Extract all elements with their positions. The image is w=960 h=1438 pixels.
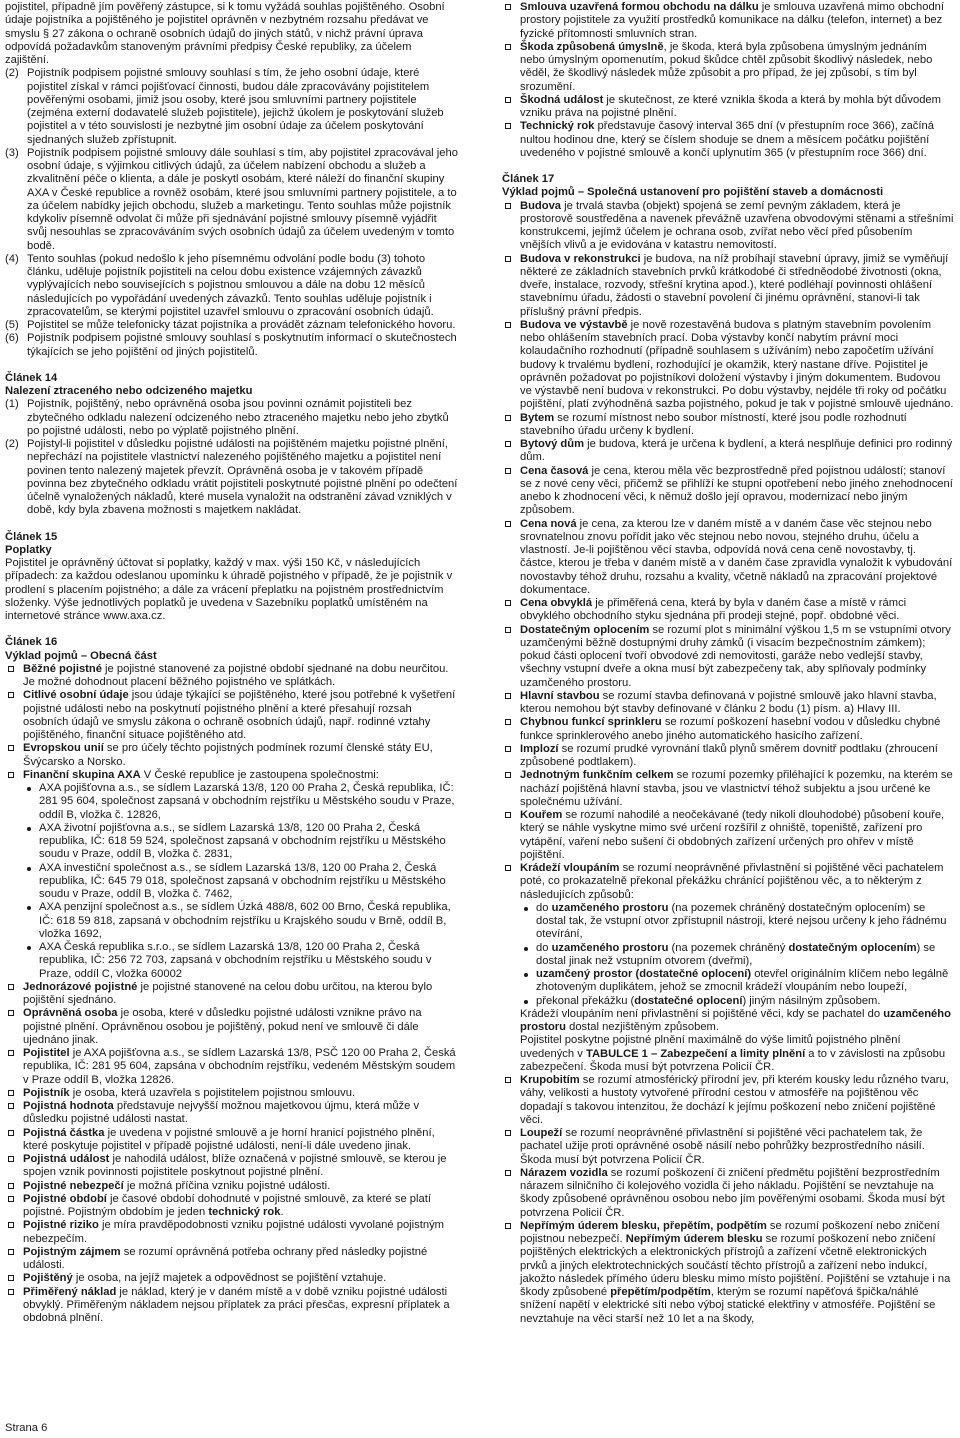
list-item: (1) Pojistník, pojištěný, nebo oprávněná osoba jsou povinni oznámit pojistiteli bez zbytečného odkladu nalezení odcizeného nebo ztraceného majetku nebo jeho zbytků po pojistné události, nebo po výplatě pojistného plnění. — [5, 398, 449, 437]
list-item: Pojistným zájmem se rozumí oprávněná potřeba ochrany před následky pojistné události. — [5, 1246, 458, 1273]
definition-list — [502, 1, 954, 160]
definition-list — [502, 200, 954, 1326]
article-heading: Článek 14 — [5, 371, 58, 384]
theft-ways-list — [520, 902, 954, 1008]
list-item: Pojistná částka je uvedena v pojistné smlouvě a je horní hranicí pojistného plnění, které poskytuje pojistitel v případě pojistné události, není-li dále uvedeno jinak. — [5, 1127, 458, 1154]
page-number: Strana 6 — [5, 1422, 48, 1434]
square-bullet-icon — [8, 1010, 14, 1016]
definition-list — [5, 663, 458, 1326]
list-item: Pojistná událost je nahodilá událost, blíže označená v pojistné smlouvě, se kterou je spojen vznik povinnosti pojistitele poskytnout pojistné plnění. — [5, 1153, 458, 1180]
square-bullet-icon — [505, 521, 511, 527]
list-item: Smlouva uzavřená formou obchodu na dálku je smlouva uzavřená mimo obchodní prostory pojistitele za využití prostředků komunikace na dálku (telefon, internet) a bez fyzické přítomnosti smluvních stran. — [502, 1, 954, 41]
list-item: AXA Česká republika s.r.o., se sídlem Lazarská 13/8, 120 00 Praha 2, Česká republika, IČ: 256 72 703, zapsaná v obchodním rejstříku u Městského soudu v Praze, oddíl C, vložka 60002 — [23, 941, 458, 981]
list-item: Pojistné riziko je míra pravděpodobnosti vzniku pojistné události vyvolané pojistným nebezpečím. — [5, 1219, 458, 1246]
article-15 — [5, 531, 458, 624]
list-item: Nepřímým úderem blesku, přepětím, podpětím se rozumí poškození nebo zničení pojistnou nebezpečí. Nepřímým úderem blesku se rozumí poškození nebo zničení pojištěných elektrických a elektronických přístrojů a zařízení včetně elektronických prvků a jiných elektrotechnických součástí těchto přístrojů a zařízení nebo indukcí, jakožto následek přímého úderu blesku mimo místo pojištění. Pojištění se vztahuje i na škody způsobené přepětím/podpětím, kterým se rozumí napěťová špička/náhlé snížení napětí v elektrické síti nebo výboj statické elektřiny v atmosféře. Pojištění se nevztahuje na věci starší než 10 let a na škody, — [502, 1220, 954, 1326]
square-bullet-icon — [8, 1156, 14, 1162]
square-bullet-icon — [505, 746, 511, 752]
list-item: (5) Pojistitel se může telefonicky tázat pojistníka a provádět záznam telefonického hovoru. — [5, 319, 456, 331]
right-column — [502, 1, 954, 1326]
list-item: AXA penzijní společnost a.s., se sídlem Úzká 488/8, 602 00 Brno, Česká republika, IČ: 618 59 818, zapsaná v obchodním rejstříku u Krajského soudu v Brně, oddíl B, vložka 1692, — [23, 901, 458, 941]
list-item: Budova v rekonstrukci je budova, na níž probíhají stavební úpravy, jimiž se vyměňují některé ze základních stavebních prvků krátkodobé či středněodobé životnosti (okna, dveře, instalace, rozvody, střešní krytina apod.), které podléhají povinnosti ohlášení stavebnímu úřadu, žádosti o stavební povolení či jinému oprávnění, stanovi-li tak příslušný právní předpis. — [502, 253, 954, 319]
bullet-dot-icon — [27, 867, 31, 871]
square-bullet-icon — [8, 666, 14, 672]
list-item: AXA investiční společnost a.s., se sídlem Lazarská 13/8, 120 00 Praha 2, Česká republika, IČ: 645 79 018, společnost zapsaná v obchodním rejstříku u Městského soudu v Praze, oddíl B, vložka č. 7462, — [23, 862, 458, 902]
list-item: Evropskou unií se pro účely těchto pojistných podmínek rozumí členské státy EU, Švýcarsko a Norsko. — [5, 742, 458, 769]
article-title: Poplatky — [5, 543, 52, 556]
list-item: (2) Pojistník podpisem pojistné smlouvy souhlasí s tím, že jeho osobní údaje, které pojistitel získal v rámci pojišťovací činnosti, budou dále zpracovávány pojistitelem pověřenými osobami, jimiž jsou osoby, které jsou smluvními partnery pojistitele (zejména externí dodavatelé služeb pojistitele), jejichž úkolem je poskytování služeb pojistitel a v této souvislosti je nezbytné jim osobní údaje za účelem poskytování sjednaných služeb zpřístupnit. — [5, 67, 444, 146]
list-item: Běžné pojistné je pojistné stanovené za pojistné období sjednané na dobu neurčitou. Je možné dohodnout placení běžného pojistného ve splátkách. — [5, 663, 458, 690]
list-item: Krupobitím se rozumí atmosférický přírodní jev, při kterém kousky ledu různého tvaru, váhy, velikosti a hustoty vytvořené přírodní cestou v atmosféře na pojištěnou věc dopadají s takovou intenzitou, že dochází k jejímu poškození nebo zničení pojištěné věci. — [502, 1074, 954, 1127]
list-item: Cena časová je cena, kterou měla věc bezprostředně před pojistnou událostí; stanoví se z nové ceny věci, přičemž se přihlíží ke stupni opotřebení nebo jiného znehodnocení anebo k zhodnocení věci, k němuž došlo její opravou, modernizací nebo jiným způsobem. — [502, 465, 954, 518]
list-item: Přiměřený náklad je náklad, který je v daném místě a v době vzniku pojistné události obvyklý. Přiměřeným nákladem nejsou příplatek za práci přesčas, expresní příplatek a obdobná plnění. — [5, 1286, 458, 1326]
list-item: Pojistné nebezpečí je možná příčina vzniku pojistné události. — [5, 1180, 458, 1193]
list-item: AXA pojišťovna a.s., se sídlem Lazarská 13/8, 120 00 Praha 2, Česká republika, IČ: 281 95 604, společnost zapsaná v obchodním rejstříku u Městského soudu v Praze, oddíl B, vložka č. 12826, — [23, 782, 458, 822]
square-bullet-icon — [505, 1170, 511, 1176]
bullet-dot-icon — [524, 973, 528, 977]
list-item: Pojistitel je AXA pojišťovna a.s., se sídlem Lazarská 13/8, PSČ 120 00 Praha 2, Česká republika, IČ: 281 95 604, zapsána v obchodním rejstříku, vedeném Městským soudem v Praze oddíl B, vložka 12826. — [5, 1047, 458, 1087]
list-item: Pojistné období je časové období dohodnuté v pojistné smlouvě, za které se platí pojistné. Pojistným obdobím je jeden technický rok. — [5, 1193, 458, 1220]
square-bullet-icon — [8, 1289, 14, 1295]
square-bullet-icon — [8, 1196, 14, 1202]
list-item: Technický rok představuje časový interval 365 dní (v přestupním roce 366), začíná nultou hodinou dne, který se číslem shoduje se dnem a měsícem počátku pojištění uvedeného v pojistné smlouvě a končí uplynutím 365 (v přestupním roce 366) dní. — [502, 120, 954, 160]
list-item: Oprávněná osoba je osoba, které v důsledku pojistné události vznikne právo na pojistné plnění. Oprávněnou osobou je pojištěný, pokud není ve smlouvě či dále ujednáno jinak. — [5, 1007, 458, 1047]
square-bullet-icon — [8, 1249, 14, 1255]
square-bullet-icon — [505, 1077, 511, 1083]
intro-paragraph: pojistitel, případně jím pověřený zástupce, si k tomu vyžádá souhlas pojištěného. Osobní údaje pojistníka a pojištěného je pojistitel oprávněn v nezbytném rozsahu předávat ve smyslu § 27 zákona o ochraně osobních údajů do jiných států, v nichž právní úprava odpovídá požadavkům stanoveným právními předpisy České republiky, za účelem zajištění. — [5, 1, 445, 66]
square-bullet-icon — [505, 772, 511, 778]
list-item: Jednotným funkčním celkem se rozumí pozemky přiléhající k pozemku, na kterém se nachází pojištěná hlavní stavba, jsou ve vlastnictví téhož subjektu a jsou určené ke společnému užívání. — [502, 769, 954, 809]
article-heading: Článek 15 — [5, 530, 58, 543]
list-item: Implozí se rozumí prudké vyrovnání tlaků plynů směrem dovnitř podtlaku (zhroucení způsobené podtlakem). — [502, 743, 954, 770]
article-14-items — [5, 398, 458, 517]
square-bullet-icon — [505, 693, 511, 699]
list-item: Krádeží vloupáním se rozumí neoprávněné přivlastnění si pojištěné věci pachatelem poté, co prokazatelně překonal překážku chránící pojištěnou věc, a to některým z následujících způsobů: do uzamčeného prostoru (na pozemek chráněný dostatečným oplocením) se dostal tak, že vstupní otvor zpřístupnil nástroji, které nejsou určeny k jeho řádnému otevírání, do uzamčeného prostoru (na pozemek chráněný dostatečným oplocením) se dostal jinak než vstupním otvorem (dveřmi), uzamčený prostor (dostatečné oplocení) otevřel originálním klíčem nebo legálně zhotoveným duplikátem, jehož se zmocnil krádeží vloupáním nebo loupeží, překonal překážku (dostatečné oplocení) jiným násilným způsobem. Krádeží vloupáním není přivlastnění si pojištěné věci, kdy se pachatel do uzamčeného prostoru dostal nezjištěným způsobem. Pojistitel poskytne pojistné plnění maximálně do výše limitů pojistného plnění uvedených v TABULCE 1 – Zabezpečení a limity plnění a to v závislosti na způsobu zabezpečení. Škoda musí být potvrzena Policií ČR. — [502, 862, 954, 1074]
article-text: Pojistitel je oprávněný účtovat si poplatky, každý v max. výši 150 Kč, v následujících případech: za každou odeslanou upomínku k úhradě pojistného v případě, že je pojistník v prodlení s placením pojistného; a dále za vrácení přeplatku na pojistném prostřednictvím složenky. Výše jednotlivých poplatků je uvedena v Sazebníku poplatků umístěném na internetové stránce www.axa.cz. — [5, 557, 453, 622]
square-bullet-icon — [8, 692, 14, 698]
list-item: Cena nová je cena, za kterou lze v daném místě a v daném čase věc stejnou nebo srovnatelnou znovu pořídit jako věc stejnou nebo novou, stejného druhu, účelu a vlastností. Je-li pojištěnou věcí stavba, odpovídá nová cena ceně novostavby, tj. částce, kterou je třeba v daném místě a v daném čase zpravidla vynaložit k vybudování novostavby téhož druhu, rozsahu a kvality, včetně nákladů na zpracování projektové dokumentace. — [502, 518, 954, 598]
list-item: Bytový dům je budova, která je určena k bydlení, a která nesplňuje definici pro rodinný dům. — [502, 438, 954, 465]
square-bullet-icon — [505, 4, 511, 10]
theft-note: Krádeží vloupáním není přivlastnění si pojištěné věci, kdy se pachatel do uzamčeného prostoru dostal nezjištěným způsobem. — [520, 1007, 951, 1033]
bullet-dot-icon — [524, 907, 528, 911]
list-item: Finanční skupina AXA V České republice je zastoupena společnostmi: AXA pojišťovna a.s., se sídlem Lazarská 13/8, 120 00 Praha 2, Česká republika, IČ: 281 95 604, společnost zapsaná v obchodním rejstříku u Městského soudu v Praze, oddíl B, vložka č. 12826, AXA životní pojišťovna a.s., se sídlem Lazarská 13/8, 120 00 Praha 2, Česká republika, IČ: 618 59 524, společnost zapsaná v obchodním rejstříku u Městského soudu v Praze, oddíl B, vložka č. 2831, AXA investiční společnost a.s., se sídlem Lazarská 13/8, 120 00 Praha 2, Česká republika, IČ: 645 79 018, společnost zapsaná v obchodním rejstříku u Městského soudu v Praze, oddíl B, vložka č. 7462, AXA penzijní společnost a.s., se sídlem Úzká 488/8, 602 00 Brno, Česká republika, IČ: 618 59 818, zapsaná v obchodním rejstříku u Krajského soudu v Brně, oddíl B, vložka 1692, AXA Česká republika s.r.o., se sídlem Lazarská 13/8, 120 00 Praha 2, Česká republika, IČ: 256 72 703, zapsaná v obchodním rejstříku u Městského soudu v Praze, oddíl C, vložka 60002 — [5, 769, 458, 981]
list-item: Cena obvyklá je přiměřená cena, která by byla v daném čase a místě v rámci obvyklého obchodního styku sjednána při prodeji stejné, popř. obdobné věci. — [502, 597, 954, 624]
square-bullet-icon — [505, 123, 511, 129]
square-bullet-icon — [8, 1090, 14, 1096]
square-bullet-icon — [8, 1183, 14, 1189]
axa-company-list — [23, 782, 458, 981]
bullet-dot-icon — [27, 827, 31, 831]
square-bullet-icon — [8, 772, 14, 778]
list-item: (4) Tento souhlas (pokud nedošlo k jeho písemnému odvolání podle bodu (3) tohoto článku, uděluje pojistník pojistiteli na celou dobu existence vzájemných závazků vyplývajících nebo souvisejících s pojistnou smlouvou a dále na dobu 12 měsíců následujících po vypořádání uvedených závazků. Tento souhlas uděluje pojistník i zpracovatelům, se kterými pojistitel uzavřel smlouvu o zpracování osobních údajů. — [5, 252, 434, 318]
square-bullet-icon — [505, 97, 511, 103]
article-14 — [5, 372, 458, 518]
bullet-dot-icon — [524, 947, 528, 951]
list-item: (6) Pojistník podpisem pojistné smlouvy souhlasí s poskytnutím informací o skutečnostech týkajících se jeho pojištění od jiných pojistitelů. — [5, 332, 457, 358]
list-item: Kouřem se rozumí nahodilé a neočekávané (tedy nikoli dlouhodobé) působení kouře, který se náhle vyskytne mimo své určení rozšířil z ohniště, topeniště, zařízení pro vytápění, vaření nebo sušení či obdobných zařízení určených pro ohřev v místě pojištění. — [502, 809, 954, 862]
article-17 — [502, 173, 954, 1326]
square-bullet-icon — [505, 812, 511, 818]
square-bullet-icon — [8, 984, 14, 990]
bullet-dot-icon — [27, 946, 31, 950]
square-bullet-icon — [505, 203, 511, 209]
list-item: Škodná událost je skutečnost, ze které vznikla škoda a která by mohla být důvodem vzniku práva na pojistné plnění. — [502, 94, 954, 121]
list-item: překonal překážku (dostatečné oplocení) jiným násilným způsobem. — [520, 995, 954, 1008]
square-bullet-icon — [505, 600, 511, 606]
list-item: Nárazem vozidla se rozumí poškození či zničení předmětu pojištění bezprostředním nárazem silničního či kolejového vozidla či jeho nákladu. Pojištění se nevztahuje na škody způsobené oprávněnou osobou nebo jím pověřenými osobami. Škoda musí být potvrzena Policií ČR. — [502, 1167, 954, 1220]
article-title: Nalezení ztraceného nebo odcizeného majetku — [5, 385, 253, 397]
square-bullet-icon — [8, 1222, 14, 1228]
bullet-dot-icon — [27, 906, 31, 910]
square-bullet-icon — [8, 1050, 14, 1056]
left-column — [5, 1, 458, 1325]
square-bullet-icon — [505, 1130, 511, 1136]
list-item: (3) Pojistník podpisem pojistné smlouvy dále souhlasí s tím, aby pojistitel zpracovával jeho osobní údaje, s výjimkou citlivých údajů, za účelem nabízení obchodu a služeb a zkvalitnění péče o klienta, a dále je poskytl osobám, které náleží do finanční skupiny AXA v České republice a rovněž osobám, které jsou smluvními partnery pojistitele, a to za účelem nabídky jejich obchodu, služeb a marketingu. Tento souhlas může pojistník kdykoliv písemně odvolat či může při sjednávání pojistné smlouvy písemně vyjádřit svůj nesouhlas se zpracováváním svých osobních údajů za účelem uvedeným v tomto bodě. — [5, 146, 458, 252]
list-item: Citlivé osobní údaje jsou údaje týkající se pojištěného, které jsou potřebné k vyšetření pojistné události nebo na poskytnutí pojistného plnění a které přesahují rozsah osobních údajů ve smyslu zákona o ochraně osobních údajů, např. rodinné vztahy pojištěného, finanční situace pojištěného atd. — [5, 689, 458, 742]
list-item: Hlavní stavbou se rozumí stavba definovaná v pojistné smlouvě jako hlavní stavba, kterou nemohou být stavby definované v článku 2 bodu (1) písm. a) Hlavy III. — [502, 690, 954, 717]
square-bullet-icon — [505, 627, 511, 633]
list-item: Budova ve výstavbě je nově rozestavěná budova s platným stavebním povolením nebo ohlášením stavebních prací. Doba výstavby končí nabytím právní moci kolaudačního rozhodnutí (případně souhlasem s užíváním) nebo započetím užívání budovy k trvalému bydlení, rozhodující je okamžik, který nastane dříve. Pojistitel je oprávněn požadovat po pojistníkovi doložení výstavby i jiným dokumentem. Budovou ve výstavbě není budova v rekonstrukci. Po dobu výstavby, nejdéle tři roky od počátku pojištění, platí zvýhodněná sazba pojistného, pokud je tak v pojistné smlouvě ujednáno. — [502, 319, 954, 412]
article-heading: Článek 16 — [5, 636, 58, 649]
list-item: AXA životní pojišťovna a.s., se sídlem Lazarská 13/8, 120 00 Praha 2, Česká republika, IČ: 618 59 524, společnost zapsaná v obchodním rejstříku u Městského soudu v Praze, oddíl B, vložka č. 2831, — [23, 822, 458, 862]
square-bullet-icon — [505, 719, 511, 725]
list-item: do uzamčeného prostoru (na pozemek chráněný dostatečným oplocením) se dostal jinak než vstupním otvorem (dveřmi), — [520, 942, 954, 969]
list-item: (2) Pojistyl-li pojistitel v důsledku pojistné události na pojištěném majetku pojistné plnění, nepřechází na pojistitele vlastnictví nalezeného pojištěného majetku a pojistitel není povinen tento nalezený majetek převzít. Oprávněná osoba je v takovém případě povinna bez zbytečného odkladu vrátit pojistiteli poskytnuté pojistné plnění po odečtení účelně vynaložených nákladů, které musela vynaložit na odstranění závad vzniklých v době, kdy byla zbavena možnosti s majetkem nakládat. — [5, 438, 458, 517]
article-heading: Článek 17 — [502, 173, 555, 185]
article-title: Výklad pojmů – Obecná část — [5, 649, 157, 662]
bullet-dot-icon — [524, 1000, 528, 1004]
article-13-items — [5, 67, 458, 359]
square-bullet-icon — [8, 1130, 14, 1136]
list-item: Budova je trvalá stavba (objekt) spojená se zemí pevným základem, která je prostorově soustředěna a navenek převážně uzavřena obvodovými stěnami a střešními konstrukcemi, jejímž účelem je ochrana osob, zvířat nebo věcí před působením vnějších vlivů a je evidována v katastru nemovitostí. — [502, 200, 954, 253]
square-bullet-icon — [505, 468, 511, 474]
square-bullet-icon — [8, 1103, 14, 1109]
list-item: Pojištěný je osoba, na jejíž majetek a odpovědnost se pojištění vztahuje. — [5, 1272, 458, 1285]
square-bullet-icon — [8, 1275, 14, 1281]
list-item: Pojistník je osoba, která uzavřela s pojistitelem pojistnou smlouvu. — [5, 1087, 458, 1100]
theft-limit-note: Pojistitel poskytne pojistné plnění maximálně do výše limitů pojistného plnění uvedených v TABULCE 1 – Zabezpečení a limity plnění a to v závislosti na způsobu zabezpečení. Škoda musí být potvrzena Policií ČR. — [520, 1034, 946, 1073]
list-item: do uzamčeného prostoru (na pozemek chráněný dostatečným oplocením) se dostal tak, že vstupní otvor zpřístupnil nástroji, které nejsou určeny k jeho řádnému otevírání, — [520, 902, 954, 942]
square-bullet-icon — [8, 745, 14, 751]
list-item: Dostatečným oplocením se rozumí plot s minimální výškou 1,5 m se vstupními otvory uzamčenými běžně dostupnými druhy zámků (i visacím bezpečnostním zámkem); pokud části oplocení tvoří obvodové zdi nemovitosti, garáže nebo vedlejší stavby, všechny vstupní dveře a okna musí být zabezpečeny tak, aby splňovaly podmínky uzamčeného prostoru. — [502, 624, 954, 690]
square-bullet-icon — [505, 322, 511, 328]
list-item: Chybnou funkcí sprinkleru se rozumí poškození hasební vodou v důsledku chybné funkce sprinklerového anebo jiného automatického hasicího zařízení. — [502, 716, 954, 743]
list-item: Škoda způsobená úmyslně, je škoda, která byla způsobena úmyslným jednáním nebo úmyslným opomenutím, pokud škůdce chtěl způsobit škodlivý následek, nebo věděl, že škodlivý následek může způsobit a pro případ, že jej způsobí, s tím byl srozumění. — [502, 41, 954, 94]
list-item: uzamčený prostor (dostatečné oplocení) otevřel originálním klíčem nebo legálně zhotoveným duplikátem, jehož se zmocnil krádeží vloupáním nebo loupeží, — [520, 968, 954, 995]
square-bullet-icon — [505, 44, 511, 50]
list-item: Pojistná hodnota představuje nejvyšší možnou majetkovou újmu, která může v důsledku pojistné události nastat. — [5, 1100, 458, 1127]
square-bullet-icon — [505, 865, 511, 871]
article-title: Výklad pojmů – Společná ustanovení pro pojištění staveb a domácnosti — [502, 186, 884, 199]
article-16 — [5, 636, 458, 1325]
square-bullet-icon — [505, 1223, 511, 1229]
bullet-dot-icon — [27, 787, 31, 791]
square-bullet-icon — [505, 415, 511, 421]
list-item: Bytem se rozumí místnost nebo soubor místností, které jsou podle rozhodnutí stavebního úřadu určeny k bydlení. — [502, 412, 954, 439]
list-item: Jednorázové pojistné je pojistné stanovené na celou dobu určitou, na kterou bylo pojištění sjednáno. — [5, 981, 458, 1008]
square-bullet-icon — [505, 441, 511, 447]
square-bullet-icon — [505, 256, 511, 262]
list-item: Loupeží se rozumí neoprávněné přivlastnění si pojištěné věci pachatelem tak, že pachatel užije proti oprávněné osobě násilí nebo pohrůžky bezprostředního násilí. Škoda musí být potvrzena Policií ČR. — [502, 1127, 954, 1167]
